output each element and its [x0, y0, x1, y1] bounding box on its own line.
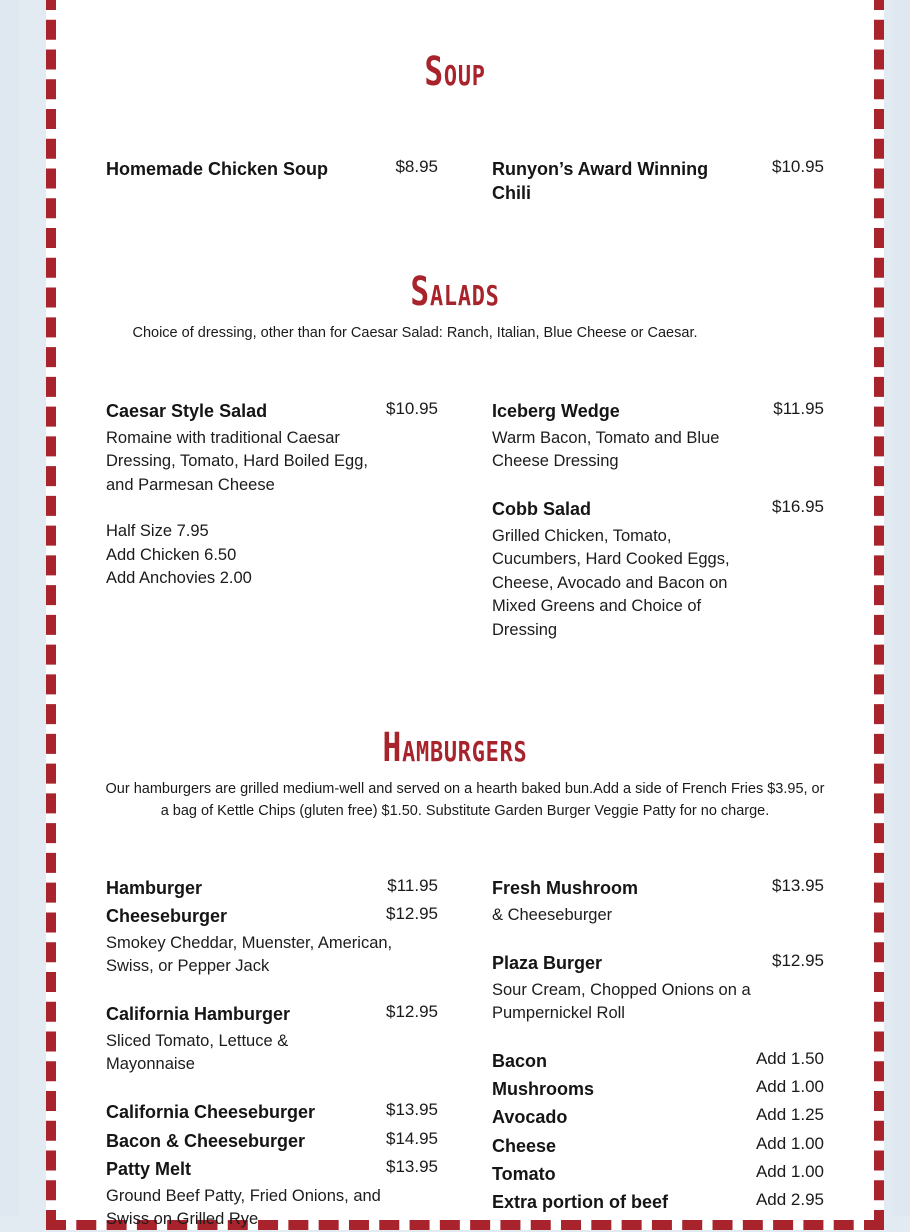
section-title-salads: Salads [410, 269, 500, 315]
section-title-soup: Soup [424, 49, 486, 95]
item-description: Ground Beef Patty, Fried Onions, and Swiss on Grilled Rye [106, 1187, 381, 1229]
section-note-salads: Choice of dressing, other than for Caesar Salad: Ranch, Italian, Blue Cheese or Caesar. [132, 325, 698, 341]
item-name: Plaza Burger [492, 953, 603, 973]
item-name: California Cheeseburger [106, 1102, 316, 1122]
addon-item [492, 1162, 824, 1186]
option-half-size: Half Size 7.95 [106, 522, 209, 541]
page-margin-right [892, 0, 910, 1216]
item-price: $10.95 [772, 157, 824, 176]
item-description: Romaine with traditional Caesar Dressing, Tomato, Hard Boiled Egg, and Parmesan Cheese [106, 429, 368, 494]
addon-item [492, 1105, 824, 1129]
item-name: Caesar Style Salad [106, 401, 268, 421]
item-description: & Cheeseburger [492, 906, 613, 924]
addon-name: Extra portion of beef [492, 1192, 669, 1212]
menu-item [106, 904, 438, 979]
menu-item [106, 876, 438, 900]
menu-item [492, 399, 824, 474]
addon-item [492, 1190, 824, 1214]
menu-item [106, 157, 438, 181]
item-price: $12.95 [386, 904, 438, 923]
menu-item [492, 876, 824, 927]
menu-item [106, 1157, 438, 1232]
item-name: Cheeseburger [106, 906, 228, 926]
item-price: $12.95 [386, 1002, 438, 1021]
menu-item [106, 399, 438, 590]
menu-item [106, 1002, 438, 1077]
item-description: Warm Bacon, Tomato and Blue Cheese Dressing [492, 429, 720, 471]
item-name: California Hamburger [106, 1004, 291, 1024]
item-name: Patty Melt [106, 1159, 192, 1179]
option-add-anchovies: Add Anchovies 2.00 [106, 569, 252, 588]
item-price: $14.95 [386, 1129, 438, 1148]
addon-name: Tomato [492, 1164, 556, 1184]
menu-item [492, 497, 824, 642]
menu-item [492, 951, 824, 1026]
addon-item [492, 1134, 824, 1158]
addon-name: Cheese [492, 1136, 557, 1156]
item-price: $10.95 [386, 399, 438, 418]
addon-name: Avocado [492, 1107, 568, 1127]
addon-price: Add 1.00 [755, 1134, 824, 1153]
addon-name: Bacon [492, 1051, 548, 1071]
item-options [106, 520, 438, 590]
addon-price: Add 1.50 [755, 1049, 824, 1068]
item-description: Grilled Chicken, Tomato, Cucumbers, Hard Cooked Eggs, Cheese, Avocado and Bacon on Mixed Greens and Choice of Dressing [492, 527, 730, 639]
addon-price: Add 1.00 [755, 1077, 824, 1096]
item-name: Bacon & Cheeseburger [106, 1131, 306, 1151]
addon-price: Add 2.95 [755, 1190, 824, 1209]
item-description: Smokey Cheddar, Muenster, American, Swiss, or Pepper Jack [106, 934, 393, 976]
item-price: $11.95 [387, 876, 438, 895]
addon-price: Add 1.00 [755, 1162, 824, 1181]
item-description: Sliced Tomato, Lettuce & Mayonnaise [106, 1032, 289, 1074]
section-note-hamburgers: Our hamburgers are grilled medium-well and served on a hearth baked bun.Add a side of French Fries $3.95, or a bag of Kettle Chips (gluten free) $1.50. Substitute Garden Burger Veggie Patty for no charge. [105, 781, 825, 819]
addon-name: Mushrooms [492, 1079, 595, 1099]
item-price: $11.95 [773, 399, 824, 418]
item-name: Cobb Salad [492, 499, 592, 519]
item-price: $16.95 [772, 497, 824, 516]
addon-item [492, 1077, 824, 1101]
section-title-hamburgers: Hamburgers [382, 725, 528, 771]
item-price: $13.95 [772, 876, 824, 895]
addon-price: Add 1.25 [755, 1105, 824, 1124]
item-description: Sour Cream, Chopped Onions on a Pumpernickel Roll [492, 981, 751, 1023]
item-name: Fresh Mushroom [492, 878, 639, 898]
item-name: Hamburger [106, 878, 203, 898]
page-margin-left [0, 0, 18, 1216]
option-add-chicken: Add Chicken 6.50 [106, 545, 237, 564]
item-price: $12.95 [772, 951, 824, 970]
item-price: $13.95 [386, 1157, 438, 1176]
item-name: Homemade Chicken Soup [106, 159, 329, 179]
menu-item [106, 1100, 438, 1124]
menu-item [492, 157, 824, 205]
addon-item [492, 1049, 824, 1073]
item-name: Iceberg Wedge [492, 401, 620, 421]
item-price: $8.95 [395, 157, 438, 176]
item-name: Runyon’s Award Winning Chili [492, 159, 709, 203]
menu-item [106, 1129, 438, 1153]
item-price: $13.95 [386, 1100, 438, 1119]
